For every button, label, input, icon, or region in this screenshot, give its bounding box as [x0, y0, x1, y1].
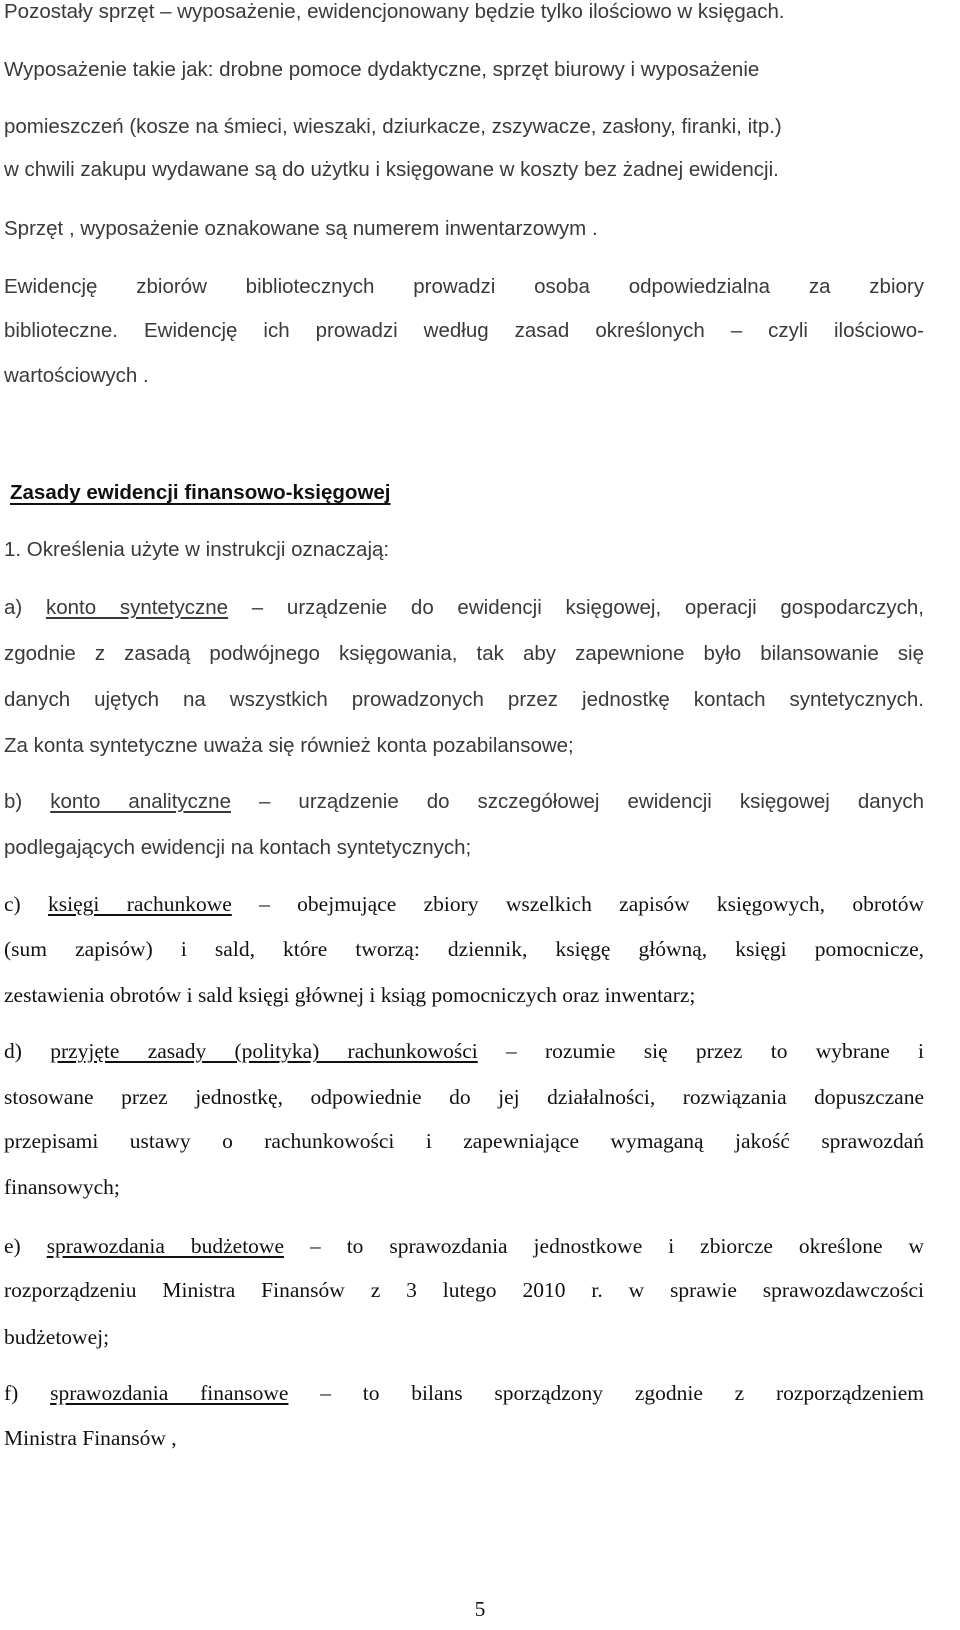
item-e-line-2: rozporządzeniu Ministra Finansów z 3 lutego 2010 r. w sprawie sprawozdawczości: [4, 1278, 924, 1302]
intro-line-5: Sprzęt , wyposażenie oznakowane są numerem inwentarzowym .: [4, 217, 598, 240]
item-e-term: sprawozdania budżetowe: [46, 1234, 284, 1258]
item-f-rest: – to bilans sporządzony zgodnie z rozporządzeniem: [288, 1381, 925, 1405]
item-e-line-3: budżetowej;: [4, 1325, 110, 1349]
item-a-rest: – urządzenie do ewidencji księgowej, operacji gospodarczych,: [228, 596, 924, 619]
item-d-term: przyjęte zasady (polityka) rachunkowości: [50, 1039, 478, 1063]
point-1: 1. Określenia użyte w instrukcji oznaczają:: [4, 538, 390, 561]
item-c-prefix: c): [4, 892, 49, 916]
item-e-line-1: [4, 1231, 924, 1261]
intro-line-2: Wyposażenie takie jak: drobne pomoce dydaktyczne, sprzęt biurowy i wyposażenie: [4, 58, 760, 81]
item-b-prefix: b): [4, 790, 51, 813]
item-f-prefix: f): [4, 1381, 51, 1405]
intro-line-3: pomieszczeń (kosze na śmieci, wieszaki, dziurkacze, zszywacze, zasłony, firanki, itp.): [4, 115, 782, 138]
item-a-line-2: zgodnie z zasadą podwójnego księgowania, tak aby zapewnione było bilansowanie się: [4, 642, 924, 665]
item-b-rest: – urządzenie do szczegółowej ewidencji księgowej danych: [230, 790, 924, 813]
item-a-line-1: [4, 593, 924, 623]
item-c-term: księgi rachunkowe: [48, 892, 232, 916]
item-c-line-2: (sum zapisów) i sald, które tworzą: dziennik, księgę główną, księgi pomocnicze,: [4, 937, 924, 961]
item-b-line-1: [4, 787, 924, 817]
item-f-term: sprawozdania finansowe: [50, 1381, 289, 1405]
item-c-line-3: zestawienia obrotów i sald księgi głównej i ksiąg pomocniczych oraz inwentarz;: [4, 983, 696, 1007]
item-b-term: konto analityczne: [50, 790, 231, 813]
item-c-rest: – obejmujące zbiory wszelkich zapisów księgowych, obrotów: [231, 892, 924, 916]
item-d-line-3: przepisami ustawy o rachunkowości i zapewniające wymaganą jakość sprawozdań: [4, 1129, 924, 1153]
section-heading: Zasady ewidencji finansowo-księgowej: [10, 481, 391, 504]
item-a-term: konto syntetyczne: [45, 596, 229, 619]
item-b-line-2: podlegających ewidencji na kontach syntetycznych;: [4, 836, 472, 859]
item-e-prefix: e): [4, 1234, 47, 1258]
item-e-rest: – to sprawozdania jednostkowe i zbiorcze określone w: [284, 1234, 925, 1258]
item-d-prefix: d): [4, 1039, 51, 1063]
item-d-line-2: stosowane przez jednostkę, odpowiednie do jej działalności, rozwiązania dopuszczane: [4, 1085, 924, 1109]
item-c-line-1: [4, 889, 924, 919]
intro-line-8: wartościowych .: [4, 364, 149, 387]
item-d-line-4: finansowych;: [4, 1175, 120, 1199]
intro-line-6: Ewidencję zbiorów bibliotecznych prowadzi osoba odpowiedzialna za zbiory: [4, 275, 924, 298]
intro-line-7: biblioteczne. Ewidencję ich prowadzi według zasad określonych – czyli ilościowo-: [4, 319, 924, 342]
item-a-prefix: a): [4, 596, 46, 619]
intro-line-1: Pozostały sprzęt – wyposażenie, ewidencjonowany będzie tylko ilościowo w księgach.: [4, 0, 785, 23]
item-d-line-1: [4, 1036, 924, 1066]
intro-line-4: w chwili zakupu wydawane są do użytku i księgowane w koszty bez żadnej ewidencji.: [4, 158, 779, 181]
page-number: 5: [474, 1597, 486, 1621]
item-d-rest: – rozumie się przez to wybrane i: [477, 1039, 924, 1063]
item-f-line-2: Ministra Finansów ,: [4, 1426, 177, 1450]
item-a-line-3: danych ujętych na wszystkich prowadzonych przez jednostkę kontach syntetycznych.: [4, 688, 924, 711]
item-a-line-4: Za konta syntetyczne uważa się również konta pozabilansowe;: [4, 734, 574, 757]
item-f-line-1: [4, 1378, 924, 1408]
